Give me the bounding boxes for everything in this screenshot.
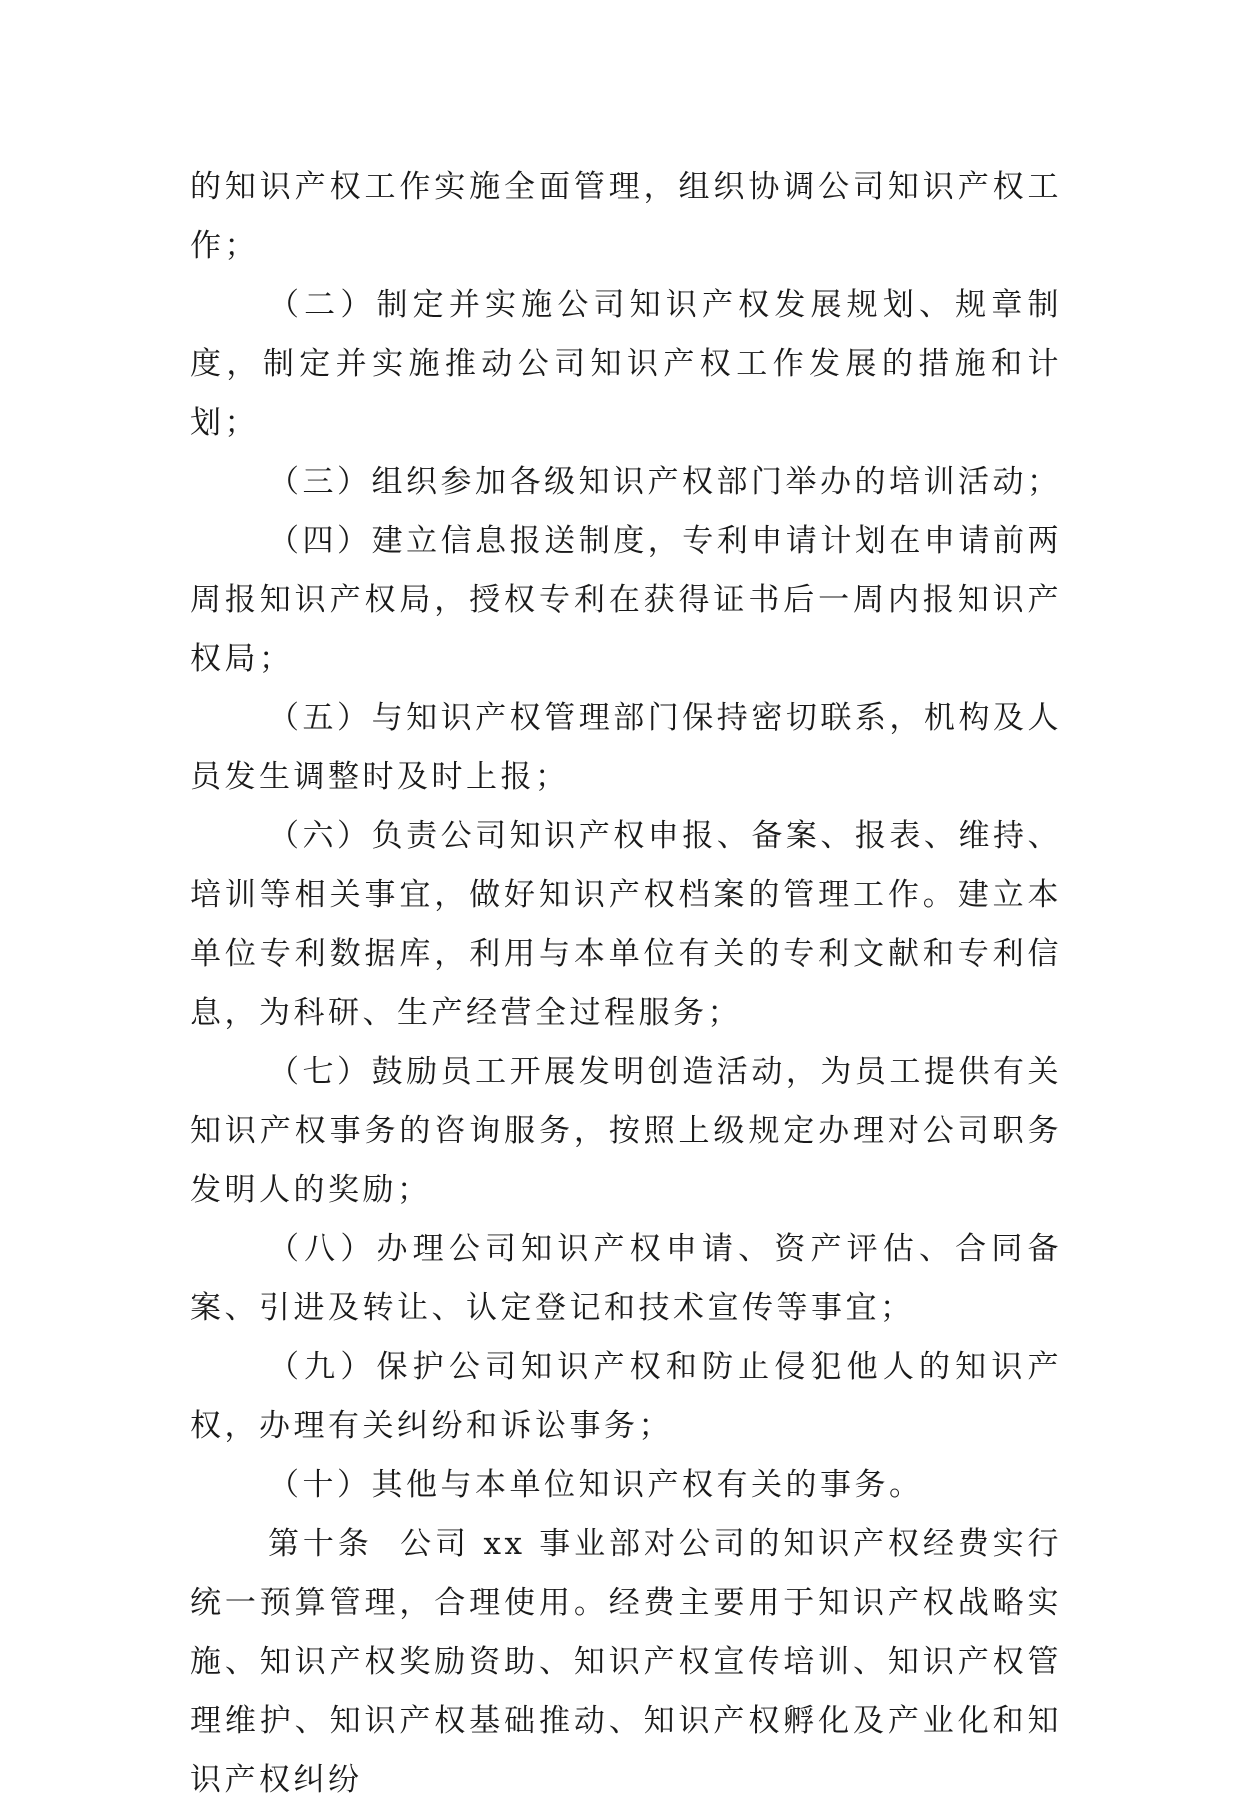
paragraph-item-8: （八）办理公司知识产权申请、资产评估、合同备案、引进及转让、认定登记和技术宣传等事宜； xyxy=(190,1231,1062,1326)
paragraph-item-7: （七）鼓励员工开展发明创造活动，为员工提供有关知识产权事务的咨询服务，按照上级规定办理对公司职务发明人的奖励； xyxy=(190,1054,1062,1208)
paragraph-item-5: （五）与知识产权管理部门保持密切联系，机构及人员发生调整时及时上报； xyxy=(190,700,1062,795)
paragraph-item-10: （十）其他与本单位知识产权有关的事务。 xyxy=(268,1467,924,1503)
document-body xyxy=(190,158,1062,1810)
paragraph-continuation: 的知识产权工作实施全面管理，组织协调公司知识产权工作； xyxy=(190,169,1062,264)
paragraph-item-3: （三）组织参加各级知识产权部门举办的培训活动； xyxy=(268,464,1062,500)
paragraph-item-4: （四）建立信息报送制度，专利申请计划在申请前两周报知识产权局，授权专利在获得证书后一周内报知识产权局； xyxy=(190,523,1062,677)
paragraph-item-2: （二）制定并实施公司知识产权发展规划、规章制度，制定并实施推动公司知识产权工作发展的措施和计划； xyxy=(190,287,1062,441)
paragraph-item-6: （六）负责公司知识产权申报、备案、报表、维持、培训等相关事宜，做好知识产权档案的管理工作。建立本单位专利数据库，利用与本单位有关的专利文献和专利信息，为科研、生产经营全过程服务； xyxy=(190,818,1062,1031)
paragraph-article-10: 第十条 公司 xx 事业部对公司的知识产权经费实行统一预算管理，合理使用。经费主要用于知识产权战略实施、知识产权奖励资助、知识产权宣传培训、知识产权管理维护、知识产权基础推动、知识产权孵化及产业化和知识产权纠纷 xyxy=(190,1526,1062,1798)
paragraph-item-9: （九）保护公司知识产权和防止侵犯他人的知识产权，办理有关纠纷和诉讼事务； xyxy=(190,1349,1062,1444)
